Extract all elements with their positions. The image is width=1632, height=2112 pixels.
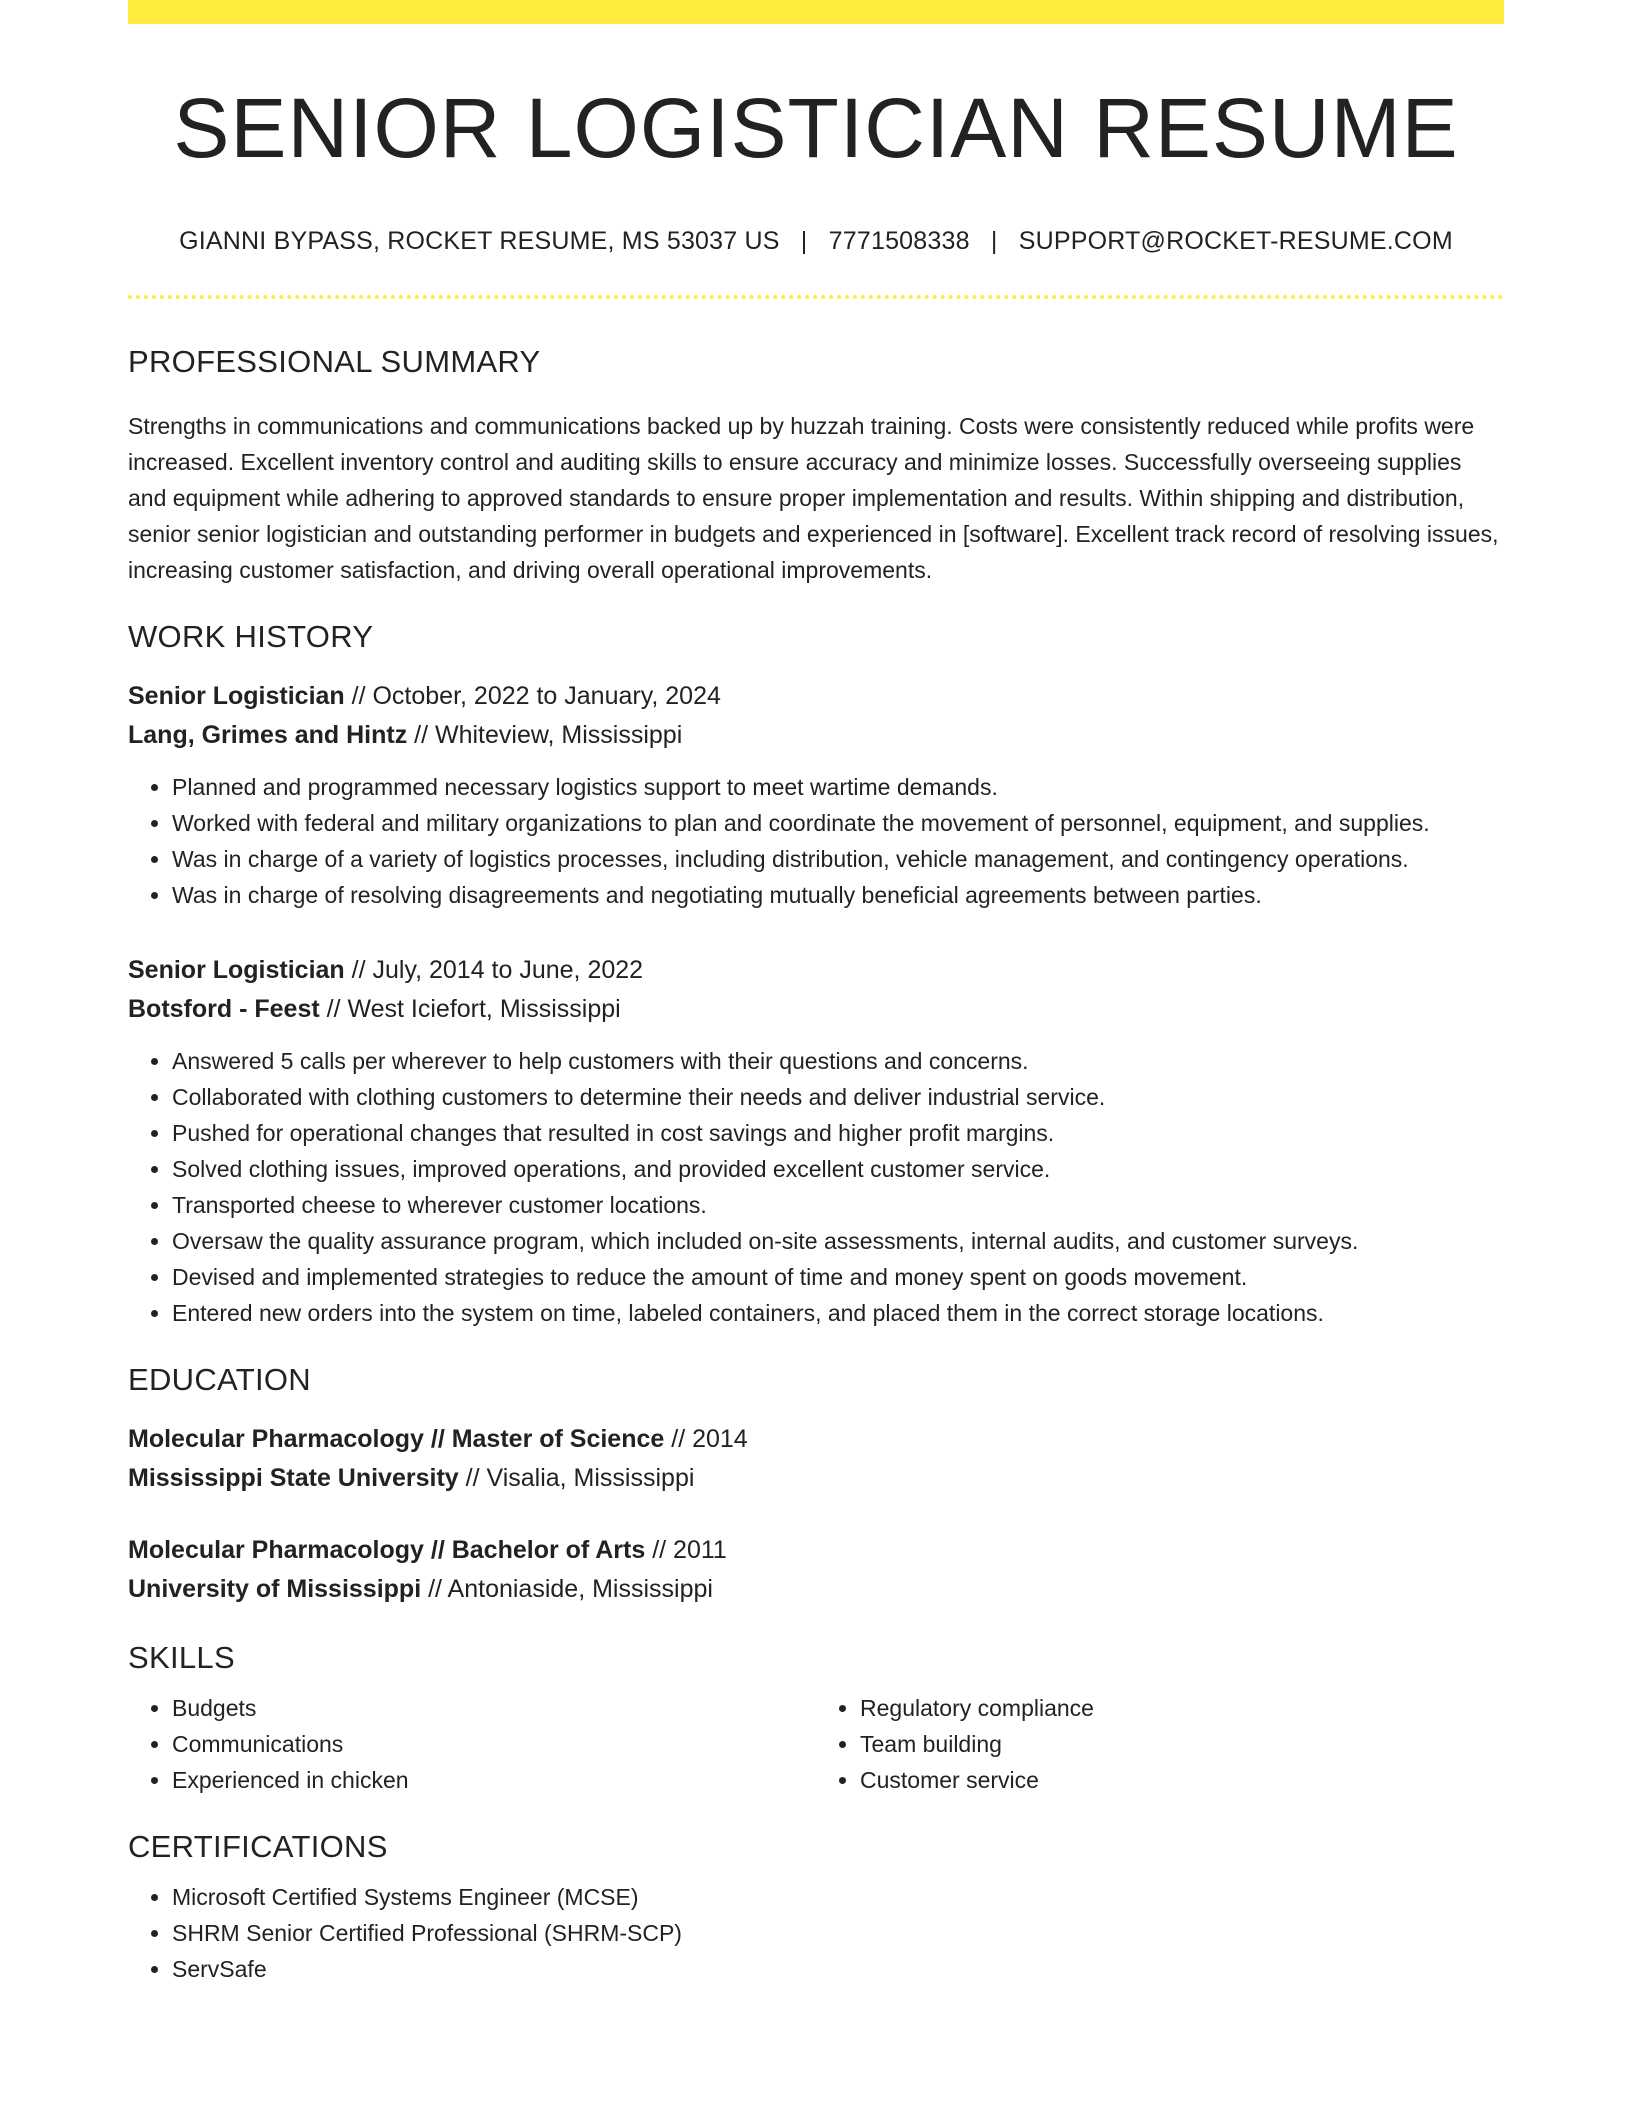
certifications-list — [128, 1879, 1504, 1987]
job-bullets — [128, 769, 1504, 913]
contact-phone: 7771508338 — [828, 227, 970, 256]
certification-item: • ServSafe — [172, 1951, 1504, 1987]
dotted-divider — [128, 295, 1504, 299]
list-item: • Entered new orders into the system on time, labeled containers, and placed them in the correct storage locations. — [172, 1295, 1504, 1331]
job-location: // Whiteview, Mississippi — [407, 720, 683, 749]
list-item: • Collaborated with clothing customers to determine their needs and deliver industrial service. — [172, 1079, 1504, 1115]
list-item: • Transported cheese to wherever customer locations. — [172, 1187, 1504, 1223]
education-entry — [128, 1420, 1504, 1498]
certification-item: • SHRM Senior Certified Professional (SHRM-SCP) — [172, 1915, 1504, 1951]
job-title: Senior Logistician — [128, 955, 345, 984]
contact-address: GIANNI BYPASS, ROCKET RESUME, MS 53037 US — [179, 227, 780, 256]
contact-separator: | — [990, 227, 998, 256]
summary-text: Strengths in communications and communications backed up by huzzah training. Costs were consistently reduced while profits were increased. Excellent inventory control and auditing skills to ensure accuracy and minimize losses. Successfully overseeing supplies and equipment while adhering to approved standards to ensure proper implementation and results. Within shipping and distribution, senior senior logistician and outstanding performer in budgets and experienced in [software]. Excellent track record of resolving issues, increasing customer satisfaction, and driving overall operational improvements. — [128, 412, 1499, 583]
degree-line — [128, 1531, 1504, 1570]
contact-email: SUPPORT@ROCKET-RESUME.COM — [1018, 227, 1453, 256]
degree-year: // 2011 — [645, 1535, 727, 1564]
job-dates: // October, 2022 to January, 2024 — [344, 681, 721, 710]
section-heading-summary: PROFESSIONAL SUMMARY — [128, 344, 541, 380]
school: Mississippi State University — [128, 1463, 459, 1492]
degree: Molecular Pharmacology // Bachelor of Arts — [128, 1535, 646, 1564]
list-item: • Devised and implemented strategies to reduce the amount of time and money spent on goods movement. — [172, 1259, 1504, 1295]
job-title-line — [128, 951, 1504, 990]
section-heading-education: EDUCATION — [128, 1361, 311, 1397]
section-heading-work-history: WORK HISTORY — [128, 618, 374, 654]
job-company-line — [128, 990, 1504, 1029]
school-line — [128, 1570, 1504, 1609]
skills-columns — [128, 1690, 1504, 1798]
list-item: • Pushed for operational changes that resulted in cost savings and higher profit margins. — [172, 1115, 1504, 1151]
job-company: Botsford - Feest — [128, 994, 320, 1023]
degree: Molecular Pharmacology // Master of Science — [128, 1424, 665, 1453]
job-title: Senior Logistician — [128, 681, 345, 710]
section-heading-certifications: CERTIFICATIONS — [128, 1829, 388, 1865]
degree-year: // 2014 — [664, 1424, 748, 1453]
skills-list-left — [128, 1690, 816, 1798]
skill-item: • Customer service — [860, 1762, 1504, 1798]
list-item: • Worked with federal and military organizations to plan and coordinate the movement of personnel, equipment, and supplies. — [172, 805, 1504, 841]
skill-item: • Communications — [172, 1726, 816, 1762]
job-dates: // July, 2014 to June, 2022 — [344, 955, 644, 984]
section-heading-skills: SKILLS — [128, 1639, 235, 1675]
school-line — [128, 1459, 1504, 1498]
list-item: • Was in charge of a variety of logistics processes, including distribution, vehicle management, and contingency operations. — [172, 841, 1504, 877]
list-item: • Answered 5 calls per wherever to help customers with their questions and concerns. — [172, 1043, 1504, 1079]
list-item: • Solved clothing issues, improved operations, and provided excellent customer service. — [172, 1151, 1504, 1187]
job-bullets — [128, 1043, 1504, 1331]
job-company: Lang, Grimes and Hintz — [128, 720, 408, 749]
job-title-line — [128, 677, 1504, 716]
job-company-line — [128, 716, 1504, 755]
resume-page — [128, 0, 1504, 1987]
certification-item: • Microsoft Certified Systems Engineer (MCSE) — [172, 1879, 1504, 1915]
school: University of Mississippi — [128, 1574, 422, 1603]
job-location: // West Iciefort, Mississippi — [319, 994, 621, 1023]
school-location: // Antoniaside, Mississippi — [421, 1574, 713, 1603]
job-entry — [128, 951, 1504, 1331]
skill-item: • Experienced in chicken — [172, 1762, 816, 1798]
degree-line — [128, 1420, 1504, 1459]
list-item: • Planned and programmed necessary logistics support to meet wartime demands. — [172, 769, 1504, 805]
school-location: // Visalia, Mississippi — [458, 1463, 695, 1492]
list-item: • Was in charge of resolving disagreements and negotiating mutually beneficial agreements between parties. — [172, 877, 1504, 913]
skills-list-right — [816, 1690, 1504, 1798]
skill-item: • Team building — [860, 1726, 1504, 1762]
accent-bar — [128, 0, 1504, 24]
education-entry — [128, 1531, 1504, 1609]
contact-line — [128, 226, 1504, 256]
job-entry — [128, 677, 1504, 913]
list-item: • Oversaw the quality assurance program, which included on-site assessments, internal audits, and customer surveys. — [172, 1223, 1504, 1259]
contact-separator: | — [800, 227, 808, 256]
page-title: SENIOR LOGISTICIAN RESUME — [173, 81, 1459, 175]
skill-item: • Regulatory compliance — [860, 1690, 1504, 1726]
skill-item: • Budgets — [172, 1690, 816, 1726]
